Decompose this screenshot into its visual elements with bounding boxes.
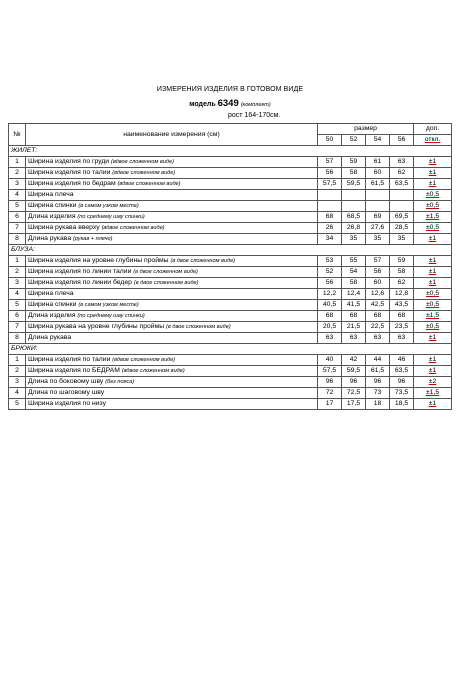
tolerance-value: ±1 — [428, 279, 437, 286]
size-value: 62 — [390, 278, 414, 289]
document-title: ИЗМЕРЕНИЯ ИЗДЕЛИЯ В ГОТОВОМ ВИДЕ — [156, 86, 304, 93]
size-value: 12,2 — [318, 289, 342, 300]
table-row — [9, 311, 452, 322]
size-value: 68 — [390, 311, 414, 322]
table-row — [9, 223, 452, 234]
tolerance-value: ±0,5 — [425, 224, 440, 231]
measurement-name-cell — [26, 311, 318, 322]
measurement-note: (в двое сложенном виде) — [166, 324, 231, 330]
tolerance-cell — [414, 289, 452, 300]
table-row — [9, 399, 452, 410]
size-value — [318, 190, 342, 201]
size-value: 68 — [318, 311, 342, 322]
measurement-name-cell — [26, 333, 318, 344]
size-value: 57,5 — [318, 179, 342, 190]
measurement-name: Ширина плеча — [28, 290, 74, 297]
row-number: 7 — [9, 322, 26, 333]
measurement-name: Ширина изделия по бедрам — [28, 180, 116, 187]
measurement-name: Длина рукава — [28, 235, 72, 242]
size-value: 54 — [342, 267, 366, 278]
size-value: 44 — [366, 355, 390, 366]
size-value: 52 — [318, 267, 342, 278]
size-value: 96 — [366, 377, 390, 388]
size-value: 18,5 — [390, 399, 414, 410]
section-title: ЖИЛЕТ: — [9, 146, 452, 157]
section-row — [9, 146, 452, 157]
section-title: БЛУЗА: — [9, 245, 452, 256]
size-value: 69,5 — [390, 212, 414, 223]
measurement-name: Ширина спинки — [28, 202, 77, 209]
row-number: 7 — [9, 223, 26, 234]
size-value: 35 — [390, 234, 414, 245]
size-value: 61,5 — [366, 179, 390, 190]
measurement-note: (вдвое сложенном виде) — [111, 159, 174, 165]
size-value: 34 — [318, 234, 342, 245]
tolerance-cell — [414, 223, 452, 234]
size-value: 53 — [318, 256, 342, 267]
size-header: 56 — [390, 135, 414, 146]
size-value: 68 — [366, 311, 390, 322]
size-value: 43,5 — [390, 300, 414, 311]
column-header-number: № — [9, 124, 26, 146]
measurement-note: (в двое сложенном виде) — [170, 258, 236, 264]
tolerance-value: ±1 — [428, 257, 437, 264]
measurement-name-cell — [26, 256, 318, 267]
size-value: 12,6 — [366, 289, 390, 300]
row-number: 2 — [9, 168, 26, 179]
measurement-name-cell — [26, 399, 318, 410]
size-value: 42,5 — [366, 300, 390, 311]
row-number: 2 — [9, 267, 26, 278]
size-value: 22,5 — [366, 322, 390, 333]
tolerance-value: ±0,5 — [425, 191, 440, 198]
measurement-note: (в двое сложенном виде) — [133, 280, 199, 286]
column-header-tolerance-1: доп. — [414, 124, 452, 135]
tolerance-cell — [414, 300, 452, 311]
table-row — [9, 278, 452, 289]
size-value: 46 — [390, 355, 414, 366]
size-value — [318, 201, 342, 212]
table-row — [9, 267, 452, 278]
row-number: 4 — [9, 289, 26, 300]
table-row — [9, 289, 452, 300]
size-value: 23,5 — [390, 322, 414, 333]
row-number: 6 — [9, 311, 26, 322]
row-number: 6 — [9, 212, 26, 223]
row-number: 3 — [9, 377, 26, 388]
size-value: 59 — [342, 157, 366, 168]
size-value: 96 — [318, 377, 342, 388]
table-row — [9, 234, 452, 245]
size-value: 68,5 — [342, 212, 366, 223]
size-value: 63 — [390, 333, 414, 344]
measurement-name-cell — [26, 377, 318, 388]
size-value: 63 — [318, 333, 342, 344]
size-value: 42 — [342, 355, 366, 366]
tolerance-value: ±0,5 — [425, 323, 440, 330]
size-value: 35 — [342, 234, 366, 245]
measurement-note: (вдвое сложенном виде) — [117, 181, 181, 187]
measurement-note: (по среднему шву спинки) — [77, 214, 145, 220]
size-value: 69 — [366, 212, 390, 223]
size-value: 17 — [318, 399, 342, 410]
measurement-name: Ширина изделия на уровне глубины проймы — [28, 257, 169, 264]
measurement-note: (вдвое сложенном виде) — [101, 225, 165, 231]
tolerance-value: ±0,5 — [425, 202, 440, 209]
row-number: 1 — [9, 157, 26, 168]
measurement-note: (без пояса) — [105, 379, 135, 385]
size-value: 63,5 — [390, 179, 414, 190]
tolerance-cell — [414, 267, 452, 278]
table-row — [9, 157, 452, 168]
table-row — [9, 201, 452, 212]
size-header: 52 — [342, 135, 366, 146]
size-value: 58 — [390, 267, 414, 278]
measurement-name-cell — [26, 234, 318, 245]
measurement-name: Ширина спинки — [28, 301, 77, 308]
size-value: 96 — [390, 377, 414, 388]
measurement-name: Длина по боковому шву — [28, 378, 104, 385]
size-value: 58 — [342, 278, 366, 289]
measurement-name-cell — [26, 388, 318, 399]
size-value: 56 — [318, 278, 342, 289]
tolerance-value: ±1 — [428, 268, 437, 275]
measurement-note: (рукав + плечо) — [73, 236, 113, 242]
measurement-name-cell — [26, 168, 318, 179]
table-row — [9, 212, 452, 223]
table-row — [9, 256, 452, 267]
model-label: модель — [189, 101, 216, 108]
table-row — [9, 190, 452, 201]
size-value: 26,8 — [342, 223, 366, 234]
section-row — [9, 245, 452, 256]
measurement-name: Ширина изделия по БЕДРАМ — [28, 367, 120, 374]
size-value: 68 — [318, 212, 342, 223]
size-value: 72 — [318, 388, 342, 399]
row-number: 1 — [9, 355, 26, 366]
model-note: (комплект) — [240, 102, 271, 108]
measurement-note: (в самом узком месте) — [78, 203, 139, 209]
tolerance-cell — [414, 201, 452, 212]
size-value: 63 — [342, 333, 366, 344]
measurement-name: Длина по шаговому шву — [28, 389, 105, 396]
measurement-name: Ширина рукава вверху — [28, 224, 100, 231]
size-value: 12,8 — [390, 289, 414, 300]
section-title: БРЮКИ: — [9, 344, 452, 355]
tolerance-value: ±1,5 — [425, 312, 440, 319]
size-value: 62 — [390, 168, 414, 179]
tolerance-cell — [414, 212, 452, 223]
tolerance-cell — [414, 234, 452, 245]
size-value: 17,5 — [342, 399, 366, 410]
measurement-name-cell — [26, 355, 318, 366]
row-number: 4 — [9, 388, 26, 399]
size-value: 96 — [342, 377, 366, 388]
measurement-name-cell — [26, 157, 318, 168]
tolerance-cell — [414, 366, 452, 377]
tolerance-value: ±1,5 — [425, 213, 440, 220]
measurements-table — [8, 123, 452, 410]
tolerance-value: ±2 — [428, 378, 437, 385]
row-number: 3 — [9, 278, 26, 289]
tolerance-value: ±1 — [428, 169, 437, 176]
measurement-name-cell — [26, 190, 318, 201]
tolerance-cell — [414, 388, 452, 399]
measurement-name-cell — [26, 201, 318, 212]
size-header: 54 — [366, 135, 390, 146]
size-value: 57,5 — [318, 366, 342, 377]
measurement-name: Длина изделия — [28, 213, 76, 220]
measurement-note: (вдвое сложенном виде) — [121, 368, 185, 374]
size-value: 20,5 — [318, 322, 342, 333]
size-value: 55 — [342, 256, 366, 267]
size-value: 56 — [366, 267, 390, 278]
size-value: 60 — [366, 278, 390, 289]
size-value: 12,4 — [342, 289, 366, 300]
measurement-name: Ширина плеча — [28, 191, 74, 198]
size-value: 58 — [342, 168, 366, 179]
tolerance-cell — [414, 311, 452, 322]
table-row — [9, 355, 452, 366]
size-value — [342, 201, 366, 212]
row-number: 5 — [9, 399, 26, 410]
size-value: 56 — [318, 168, 342, 179]
measurement-name-cell — [26, 212, 318, 223]
tolerance-cell — [414, 377, 452, 388]
size-value: 28,5 — [390, 223, 414, 234]
size-value: 63,5 — [390, 366, 414, 377]
table-row — [9, 377, 452, 388]
tolerance-cell — [414, 157, 452, 168]
size-value: 59,5 — [342, 366, 366, 377]
table-row — [9, 322, 452, 333]
size-value: 60 — [366, 168, 390, 179]
tolerance-cell — [414, 322, 452, 333]
size-value: 18 — [366, 399, 390, 410]
size-value — [366, 201, 390, 212]
row-number: 5 — [9, 300, 26, 311]
table-row — [9, 388, 452, 399]
tolerance-value: ±1 — [428, 235, 437, 242]
size-value — [390, 190, 414, 201]
tolerance-cell — [414, 355, 452, 366]
row-number: 5 — [9, 201, 26, 212]
tolerance-value: ±0,5 — [425, 290, 440, 297]
tolerance-cell — [414, 256, 452, 267]
size-value: 57 — [366, 256, 390, 267]
section-row — [9, 344, 452, 355]
measurement-note: (вдвое сложенном виде) — [112, 170, 176, 176]
size-value: 26 — [318, 223, 342, 234]
measurement-name: Ширина рукава на уровне глубины проймы — [28, 323, 165, 330]
tolerance-cell — [414, 168, 452, 179]
tolerance-value: ±1,5 — [425, 389, 440, 396]
size-value: 73,5 — [390, 388, 414, 399]
measurement-note: (вдвое сложенном виде) — [112, 357, 176, 363]
measurement-note: (в двое сложенном виде) — [133, 269, 198, 275]
size-value: 73 — [366, 388, 390, 399]
measurement-name-cell — [26, 267, 318, 278]
measurement-name-cell — [26, 366, 318, 377]
measurement-name: Длина рукава — [28, 334, 72, 341]
size-value: 21,5 — [342, 322, 366, 333]
measurement-name: Ширина изделия по талии — [28, 169, 111, 176]
tolerance-value: ±1 — [428, 356, 437, 363]
size-value: 40 — [318, 355, 342, 366]
measurement-name: Ширина изделия по линии бедер — [28, 279, 132, 286]
tolerance-value: ±1 — [428, 400, 437, 407]
table-row — [9, 168, 452, 179]
tolerance-value: ±1 — [428, 180, 437, 187]
row-number: 8 — [9, 333, 26, 344]
size-value: 61 — [366, 157, 390, 168]
model-line — [0, 98, 460, 109]
size-value: 27,6 — [366, 223, 390, 234]
size-value — [366, 190, 390, 201]
measurement-name-cell — [26, 322, 318, 333]
table-row — [9, 179, 452, 190]
measurement-note: (по среднему шву спинки) — [77, 313, 145, 319]
row-number: 4 — [9, 190, 26, 201]
measurement-name: Ширина изделия по линии талии — [28, 268, 132, 275]
tolerance-value: ±1 — [428, 158, 437, 165]
table-row — [9, 366, 452, 377]
row-number: 8 — [9, 234, 26, 245]
column-header-tolerance-2: откл. — [414, 135, 452, 146]
size-value: 41,5 — [342, 300, 366, 311]
size-value: 63 — [390, 157, 414, 168]
measurement-name: Ширина изделия по низу — [28, 400, 106, 407]
tolerance-value: ±0,5 — [425, 301, 440, 308]
measurement-name: Ширина изделия по талии — [28, 356, 111, 363]
tolerance-value: ±1 — [428, 334, 437, 341]
size-value — [342, 190, 366, 201]
measurement-name-cell — [26, 179, 318, 190]
measurement-name-cell — [26, 278, 318, 289]
measurement-name: Длина изделия — [28, 312, 76, 319]
tolerance-cell — [414, 333, 452, 344]
column-header-size: размер — [318, 124, 414, 135]
measurement-name-cell — [26, 289, 318, 300]
size-value: 68 — [342, 311, 366, 322]
size-value: 57 — [318, 157, 342, 168]
measurement-name-cell — [26, 300, 318, 311]
size-value: 35 — [366, 234, 390, 245]
column-header-name: наименование измерения (см) — [26, 124, 318, 146]
table-row — [9, 333, 452, 344]
measurement-note: (в самом узком месте) — [78, 302, 139, 308]
tolerance-cell — [414, 278, 452, 289]
model-number: 6349 — [217, 98, 239, 109]
size-value — [390, 201, 414, 212]
size-value: 72,5 — [342, 388, 366, 399]
tolerance-cell — [414, 399, 452, 410]
size-value: 59,5 — [342, 179, 366, 190]
size-value: 63 — [366, 333, 390, 344]
row-number: 1 — [9, 256, 26, 267]
tolerance-cell — [414, 190, 452, 201]
row-number: 3 — [9, 179, 26, 190]
table-row — [9, 300, 452, 311]
tolerance-cell — [414, 179, 452, 190]
size-value: 61,5 — [366, 366, 390, 377]
tolerance-value: ±1 — [428, 367, 437, 374]
measurement-name: Ширина изделия по груди — [28, 158, 110, 165]
size-value: 40,5 — [318, 300, 342, 311]
height-range: рост 164-170см. — [228, 112, 281, 119]
measurement-name-cell — [26, 223, 318, 234]
size-header: 50 — [318, 135, 342, 146]
row-number: 2 — [9, 366, 26, 377]
size-value: 59 — [390, 256, 414, 267]
